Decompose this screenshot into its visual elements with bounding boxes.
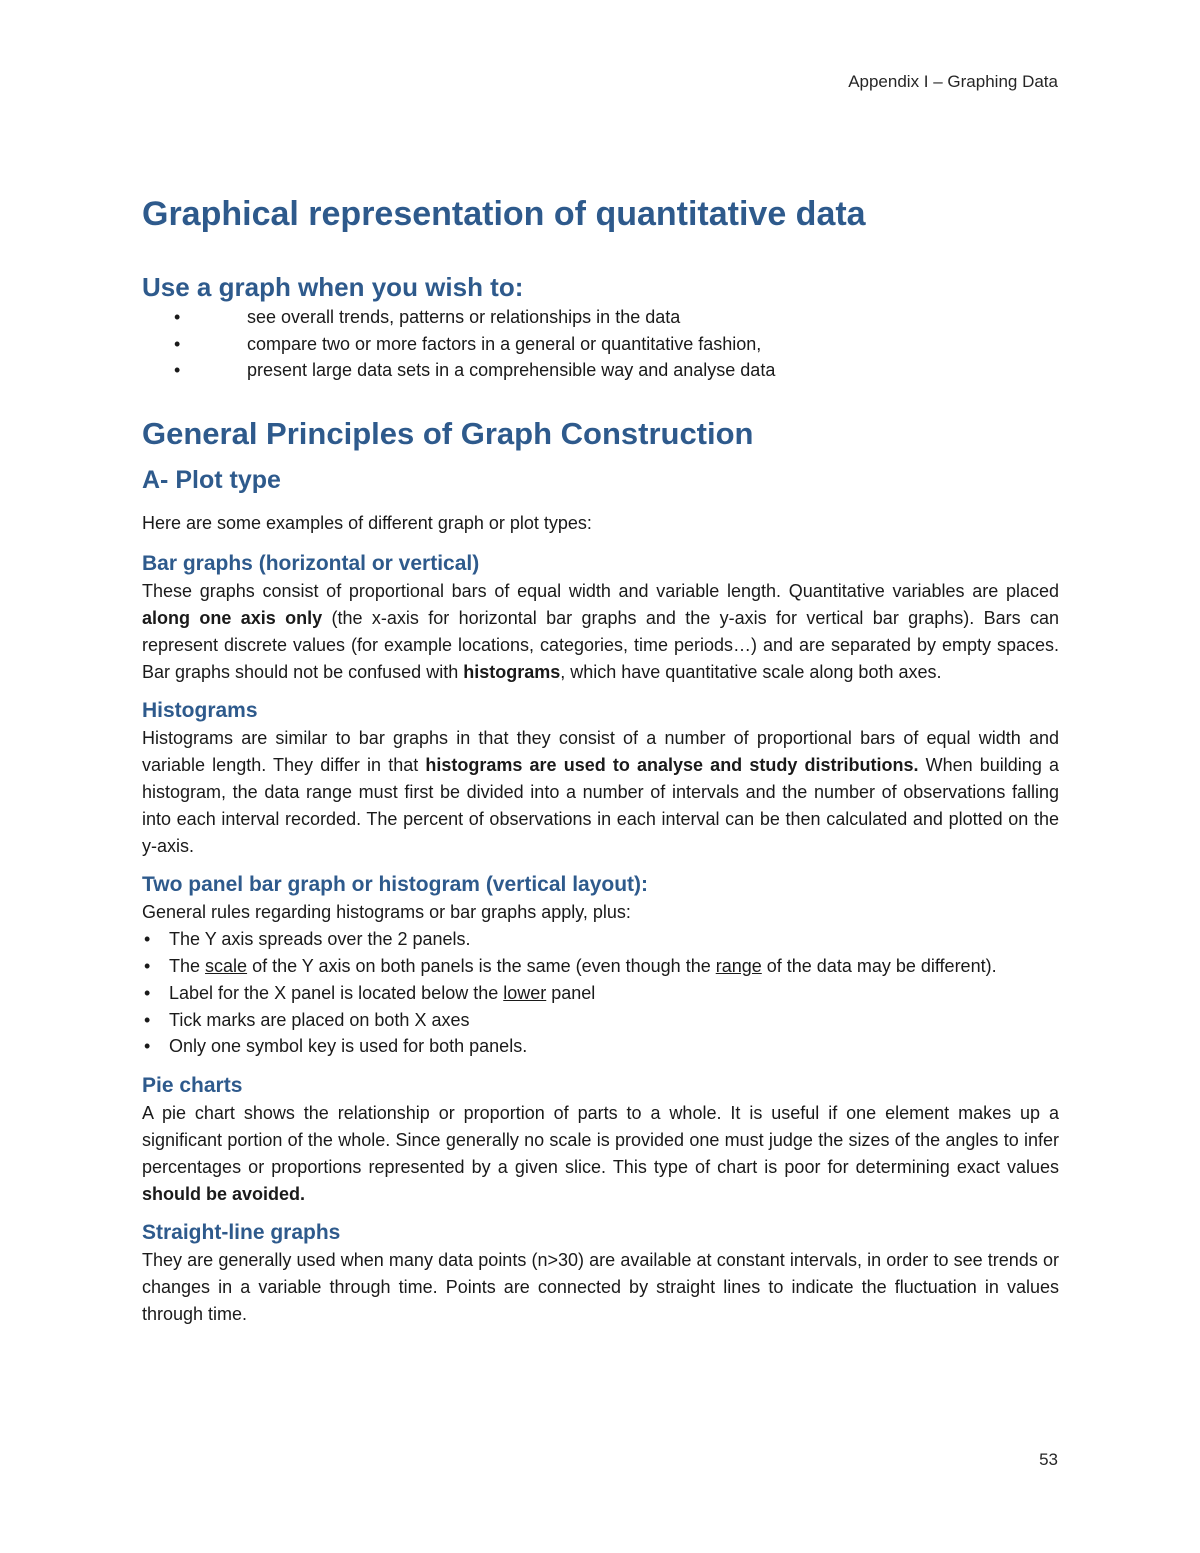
text-run: panel [546, 982, 596, 1003]
list-item: • see overall trends, patterns or relationships in the data [142, 304, 1059, 331]
text-run: Histograms are similar to bar graphs in that they consist of a number of proportional bars of equal width and variable length. They differ in that [142, 728, 1059, 776]
straight-line-heading: Straight-line graphs [142, 1221, 341, 1245]
underlined-run: range [715, 956, 762, 977]
text-run: These graphs consist of proportional bars of equal width and variable length. Quantitative variables are placed [142, 581, 1059, 602]
text-run: A pie chart shows the relationship or proportion of parts to a whole. It is useful if one element makes up a significant portion of the whole. Since generally no scale is provided one must judge the sizes of the angles to infer percentages or proportions represented by a given slice. This type of chart is poor for determining exact values [142, 1103, 1059, 1177]
text-run: The [169, 956, 206, 977]
pie-charts-heading: Pie charts [142, 1074, 243, 1098]
underlined-run: scale [205, 956, 248, 977]
two-panel-heading: Two panel bar graph or histogram (vertical layout): [142, 873, 649, 897]
bold-run: histograms [463, 661, 561, 682]
text-run: , which have quantitative scale along both axes. [560, 661, 942, 682]
list-item [142, 953, 1059, 980]
list-item: • The Y axis spreads over the 2 panels. [142, 926, 1059, 953]
running-header: Appendix I – Graphing Data [848, 72, 1058, 91]
list-item: • Only one symbol key is used for both panels. [142, 1033, 1059, 1060]
plot-type-intro: Here are some examples of different graph or plot types: [142, 512, 592, 533]
page-number: 53 [1039, 1450, 1058, 1469]
plot-type-heading: A- Plot type [142, 465, 281, 494]
use-graph-list [142, 304, 1059, 384]
list-item: • present large data sets in a comprehensible way and analyse data [142, 357, 1059, 384]
text-run: of the data may be different). [761, 956, 997, 977]
text-run: of the Y axis on both panels is the same (even though the [247, 956, 716, 977]
page-content [142, 192, 1059, 1328]
histograms-heading: Histograms [142, 699, 258, 723]
pie-charts-paragraph [142, 1100, 1059, 1207]
use-graph-heading: Use a graph when you wish to: [142, 272, 524, 302]
principles-heading: General Principles of Graph Construction [142, 415, 754, 451]
list-item: • compare two or more factors in a general or quantitative fashion, [142, 331, 1059, 358]
bold-run: histograms are used to analyse and study distributions. [425, 755, 919, 776]
bold-run: along one axis only [142, 608, 323, 629]
bold-run: should be avoided. [142, 1183, 306, 1204]
straight-line-paragraph: They are generally used when many data points (n>30) are available at constant intervals, in order to see trends or changes in a variable through time. Points are connected by straight lines to indicate the fluctuation in values through time. [142, 1250, 1059, 1325]
two-panel-list [142, 926, 1059, 1060]
two-panel-intro: General rules regarding histograms or bar graphs apply, plus: [142, 902, 631, 923]
page-title: Graphical representation of quantitative data [142, 195, 866, 233]
list-item: • Tick marks are placed on both X axes [142, 1007, 1059, 1034]
bar-graphs-heading: Bar graphs (horizontal or vertical) [142, 552, 480, 576]
text-run: Label for the X panel is located below the [169, 982, 504, 1003]
bar-graphs-paragraph [142, 578, 1059, 685]
list-item [142, 980, 1059, 1007]
underlined-run: lower [503, 982, 547, 1003]
text-run: (the x-axis for horizontal bar graphs and the y-axis for vertical bar graphs). Bars can represent discrete values (for example locations, categories, time periods…) and are separated by empty spaces. Bar graphs should not be confused with [142, 608, 1059, 682]
text-run: When building a histogram, the data range must first be divided into a number of intervals and the number of observations falling into each interval recorded. The percent of observations in each interval can be then calculated and plotted on the y-axis. [142, 755, 1059, 856]
histograms-paragraph [142, 725, 1059, 859]
